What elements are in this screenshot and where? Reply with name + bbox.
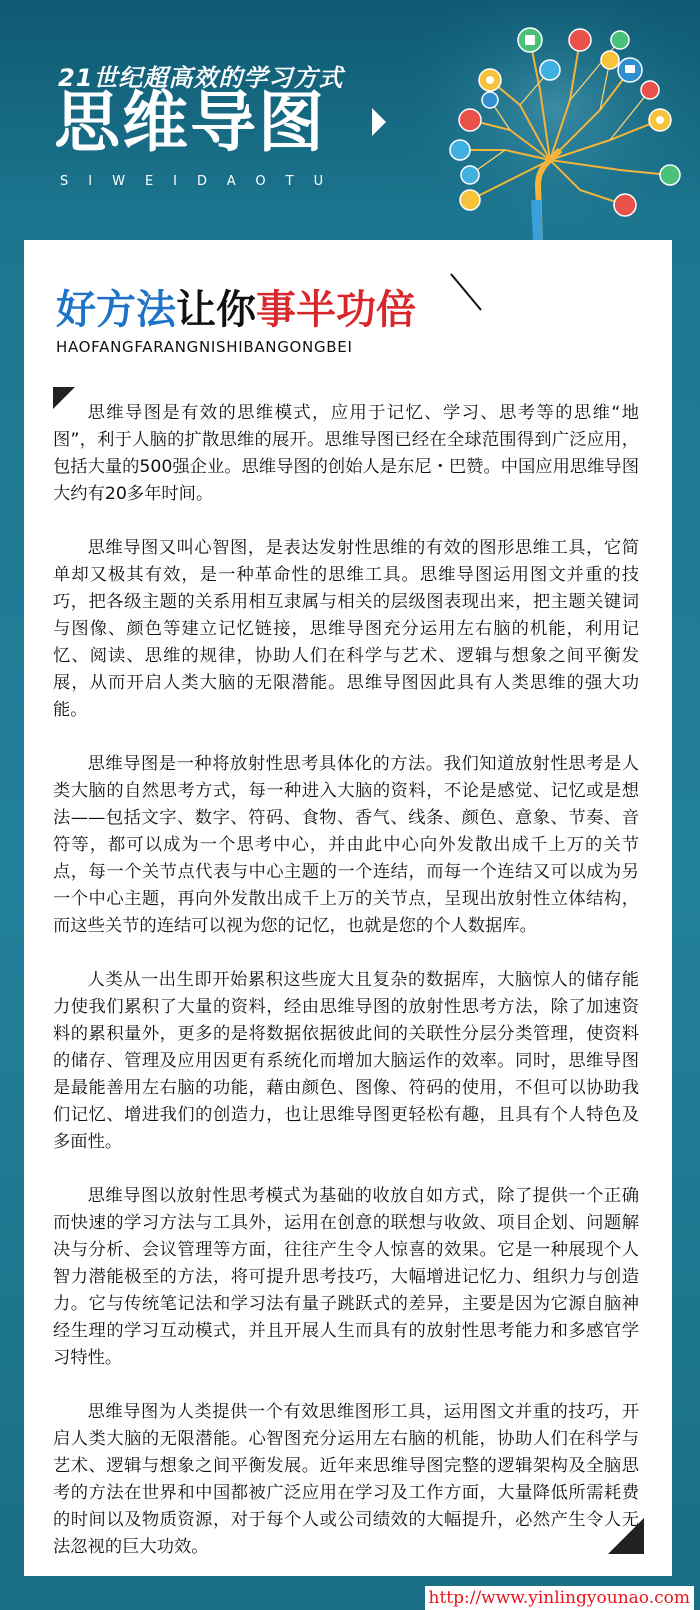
paragraph: 思维导图是有效的思维模式，应用于记忆、学习、思考等的思维“地图”，利于人脑的扩散思维的展开。思维导图已经在全球范围得到广泛应用，包括大量的500强企业。思维导图的创始人是东尼・巴赞。中国应用思维导图大约有20多年时间。 <box>53 403 639 504</box>
heading-part-1: 好方法 <box>56 287 176 333</box>
paragraph: 思维导图以放射性思考模式为基础的收放自如方式，除了提供一个正确而快速的学习方法与工具外，运用在创意的联想与收敛、项目企划、问题解决与分析、会议管理等方面，往往产生令人惊喜的效果。它是一种展现个人智力潜能极至的方法，将可提升思考技巧，大幅增进记忆力、组织力与创造力。它与传统笔记法和学习法有量子跳跃式的差异，主要是因为它源自脑神经生理的学习互动模式，并且开展人生而具有的放射性思考能力和多感官学习特性。 <box>53 1186 639 1368</box>
paragraph: 思维导图为人类提供一个有效思维图形工具，运用图文并重的技巧，开启人类大脑的无限潜能。心智图充分运用左右脑的机能，协助人们在科学与艺术、逻辑与想象之间平衡发展。近年来思维导图完整的逻辑架构及全脑思考的方法在世界和中国都被广泛应用在学习及工作方面，大量降低所需耗费的时间以及物质资源，对于每个人或公司绩效的大幅提升，必然产生令人无法忽视的巨大功效。 <box>53 1402 639 1557</box>
heading-part-3: 事半功倍 <box>256 287 416 333</box>
paragraph: 思维导图是一种将放射性思考具体化的方法。我们知道放射性思考是人类大脑的自然思考方式，每一种进入大脑的资料，不论是感觉、记忆或是想法——包括文字、数字、符码、食物、香气、线条、颜色、意象、节奏、音符等，都可以成为一个思考中心，并由此中心向外发散出成千上万的关节点，每一个关节点代表与中心主题的一个连结，而每一个连结又可以成为另一个中心主题，再向外发散出成千上万的关节点，呈现出放射性立体结构，而这些关节的连结可以视为您的记忆，也就是您的个人数据库。 <box>53 754 639 936</box>
play-arrow-icon <box>372 108 386 136</box>
header-banner <box>0 0 700 240</box>
heading-pinyin: HAOFANGFARANGNISHIBANGONGBEI <box>56 338 353 356</box>
paragraph: 思维导图又叫心智图，是表达发射性思维的有效的图形思维工具，它简单却又极其有效，是一种革命性的思维工具。思维导图运用图文并重的技巧，把各级主题的关系用相互隶属与相关的层级图表现出来，把主题关键词与图像、颜色等建立记忆链接，思维导图充分运用左右脑的机能，利用记忆、阅读、思维的规律，协助人们在科学与艺术、逻辑与想象之间平衡发展，从而开启人类大脑的无限潜能。思维导图因此具有人类思维的强大功能。 <box>53 538 639 720</box>
heading-part-2: 让你 <box>176 287 256 333</box>
heading-title <box>56 287 416 333</box>
content-card <box>24 240 672 1576</box>
header-title: 思维导图 <box>54 84 326 161</box>
header-pinyin: SIWEIDAOTU <box>60 174 344 189</box>
brain-tree-icon <box>410 0 700 240</box>
website-link[interactable]: http://www.yinlingyounao.com <box>425 1586 695 1610</box>
paragraph: 人类从一出生即开始累积这些庞大且复杂的数据库，大脑惊人的储存能力使我们累积了大量的资料，经由思维导图的放射性思考方法，除了加速资料的累积量外，更多的是将数据依据彼此间的关联性分层分类管理，使资料的储存、管理及应用因更有系统化而增加大脑运作的效率。同时，思维导图是最能善用左右脑的功能，藉由颜色、图像、符码的使用，不但可以协助我们记忆、增进我们的创造力，也让思维导图更轻松有趣，且具有个人特色及多面性。 <box>53 970 639 1152</box>
slash-decoration-icon <box>449 272 483 312</box>
header-subtitle: 21世纪超高效的学习方式 <box>58 64 344 92</box>
article-body <box>53 400 639 1588</box>
corner-triangle-icon <box>608 1518 644 1554</box>
section-heading <box>56 287 416 356</box>
